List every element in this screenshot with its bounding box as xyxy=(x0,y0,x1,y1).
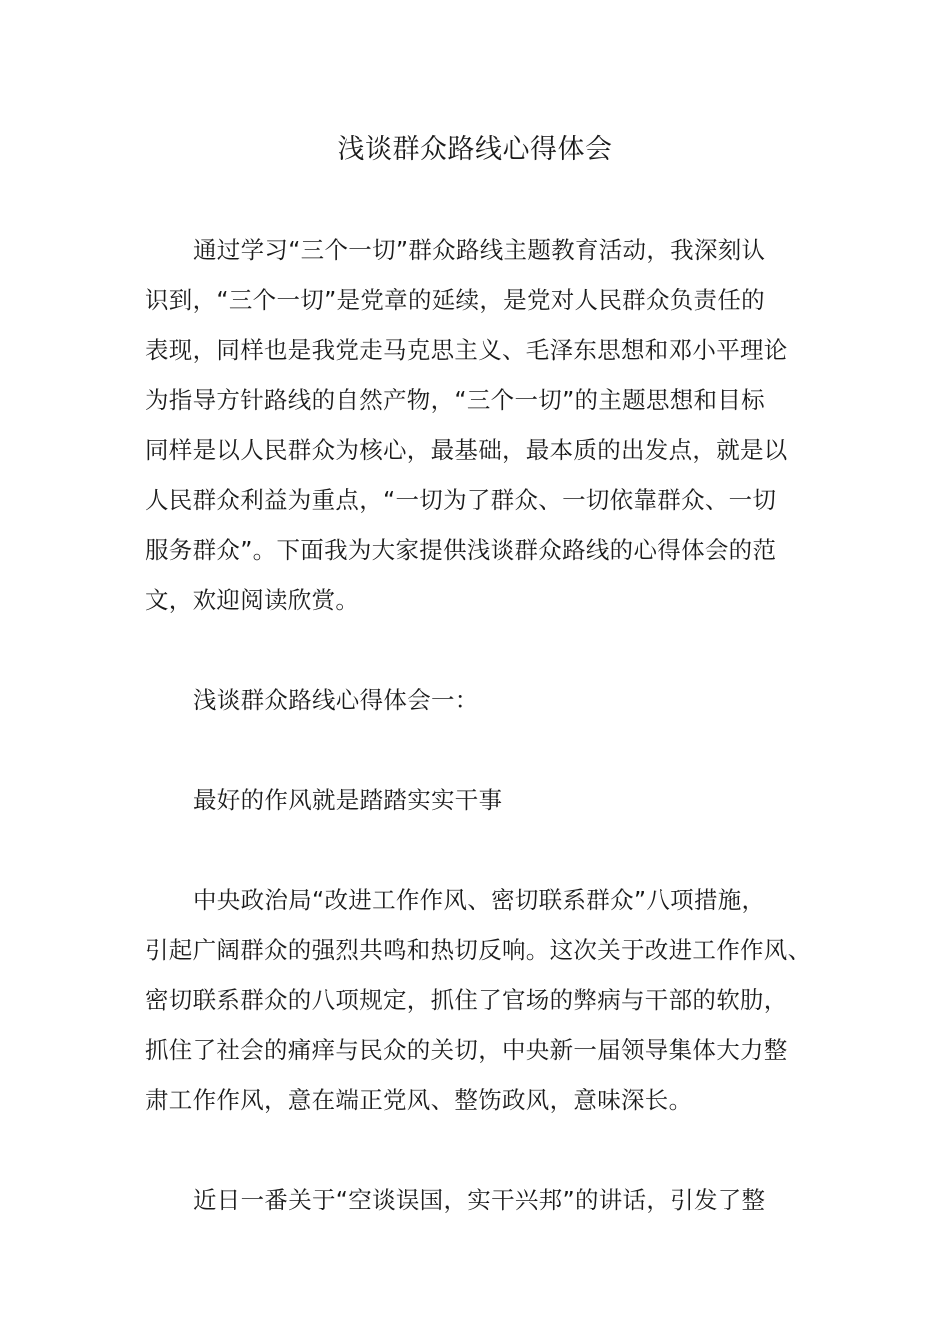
paragraph-1-line-1: 通过学习“三个一切”群众路线主题教育活动，我深刻认 xyxy=(193,236,766,264)
document-title: 浅谈群众路线心得体会 xyxy=(337,134,613,165)
section-heading: 浅谈群众路线心得体会一： xyxy=(193,686,479,714)
paragraph-2-line-4: 抓住了社会的痛痒与民众的关切，中央新一届领导集体大力整 xyxy=(145,1036,788,1064)
paragraph-1-line-7: 服务群众”。下面我为大家提供浅谈群众路线的心得体会的范 xyxy=(145,536,777,564)
paragraph-2-line-3: 密切联系群众的八项规定，抓住了官场的弊病与干部的软肋， xyxy=(145,986,788,1014)
paragraph-1-line-2: 识到，“三个一切”是党章的延续，是党对人民群众负责任的 xyxy=(145,286,765,314)
sub-heading: 最好的作风就是踏踏实实干事 xyxy=(193,786,503,814)
paragraph-3-line-1: 近日一番关于“空谈误国，实干兴邦”的讲话，引发了整 xyxy=(193,1186,766,1214)
paragraph-1-line-5: 同样是以人民群众为核心，最基础，最本质的出发点，就是以 xyxy=(145,436,788,464)
paragraph-1-line-6: 人民群众利益为重点，“一切为了群众、一切依靠群众、一切 xyxy=(145,486,777,514)
paragraph-2-line-1: 中央政治局“改进工作作风、密切联系群众”八项措施， xyxy=(193,886,766,914)
paragraph-1-line-8: 文，欢迎阅读欣赏。 xyxy=(145,586,360,614)
paragraph-1-line-3: 表现，同样也是我党走马克思主义、毛泽东思想和邓小平理论 xyxy=(145,336,788,364)
paragraph-2-line-5: 肃工作作风，意在端正党风、整饬政风，意味深长。 xyxy=(145,1086,693,1114)
paragraph-1-line-4: 为指导方针路线的自然产物，“三个一切”的主题思想和目标 xyxy=(145,386,765,414)
paragraph-2-line-2: 引起广阔群众的强烈共鸣和热切反响。这次关于改进工作作风、 xyxy=(145,936,812,964)
